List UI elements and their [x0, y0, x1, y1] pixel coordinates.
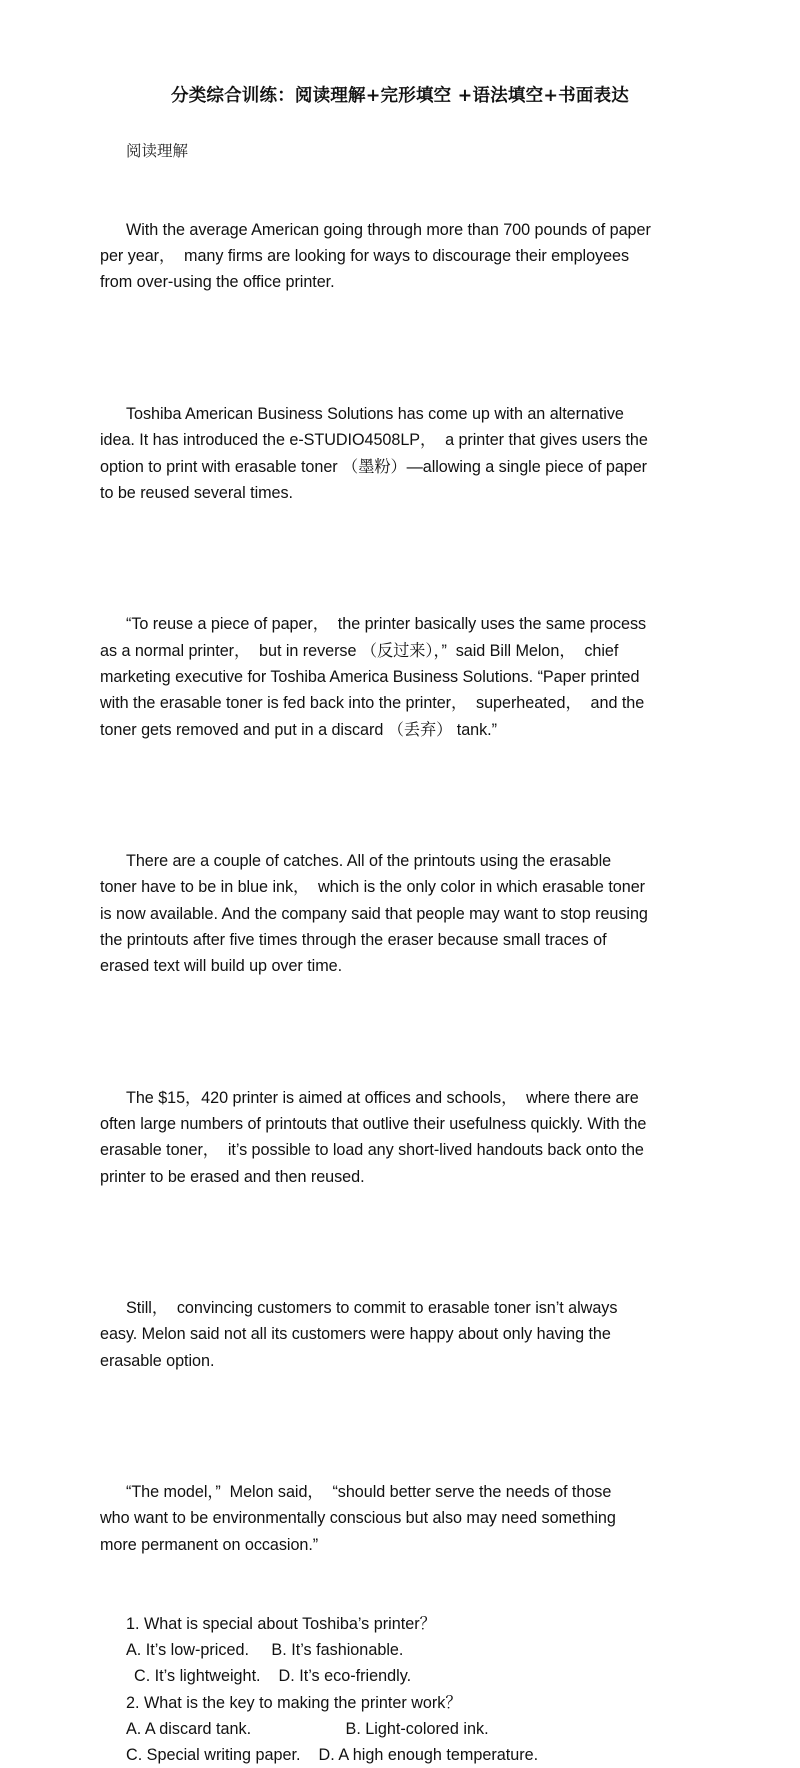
paragraph-2 [100, 348, 700, 558]
text-line: toner gets removed and put in a discard （丢弃） tank.” [100, 720, 497, 739]
text-line: There are a couple of catches. All of the printouts using the erasable [126, 852, 612, 871]
text-line: with the erasable toner is fed back into the printer， superheated， and the [100, 694, 645, 713]
text-line: printer to be erased and then reused. [100, 1167, 365, 1186]
text-line: the printouts after five times through the eraser because small traces of [100, 930, 607, 949]
text-line: erasable option. [100, 1351, 215, 1370]
paragraph-4 [100, 795, 700, 1032]
section-label: 阅读理解 [126, 142, 189, 160]
text-line: to be reused several times. [100, 483, 293, 502]
question-options: A. It’s low-priced. B. It’s fashionable. [126, 1640, 404, 1659]
text-line: The $15，420 printer is aimed at offices and schools， where there are [126, 1088, 639, 1107]
page-title: 分类综合训练：阅读理解+完形填空 +语法填空+书面表达 [171, 86, 629, 106]
question-2 [100, 1690, 700, 1768]
text-line: idea. It has introduced the e-STUDIO4508LP， a printer that gives users the [100, 431, 648, 450]
paragraph-3 [100, 559, 700, 796]
passage [100, 164, 700, 1610]
text-line: more permanent on occasion.” [100, 1535, 319, 1554]
text-line: per year， many firms are looking for ways to discourage their employees [100, 247, 630, 266]
text-line: is now available. And the company said that people may want to stop reusing [100, 904, 648, 923]
paragraph-5 [100, 1032, 700, 1242]
text-line: Still， convincing customers to commit to erasable toner isn’t always [126, 1299, 618, 1318]
text-line: toner have to be in blue ink， which is the only color in which erasable toner [100, 878, 645, 897]
text-line: who want to be environmentally conscious but also may need something [100, 1509, 616, 1528]
text-line: from over-using the office printer. [100, 273, 335, 292]
text-line: as a normal printer， but in reverse （反过来），” said Bill Melon， chief [100, 641, 619, 660]
text-line: often large numbers of printouts that outlive their usefulness quickly. With the [100, 1114, 647, 1133]
paragraph-1 [100, 164, 700, 348]
question-options: A. A discard tank. B. Light-colored ink. [126, 1719, 489, 1738]
text-line: easy. Melon said not all its customers were happy about only having the [100, 1325, 611, 1344]
text-line: “To reuse a piece of paper， the printer basically uses the same process [126, 615, 647, 634]
question-options: C. Special writing paper. D. A high enough temperature. [126, 1746, 539, 1765]
text-line: option to print with erasable toner （墨粉）—allowing a single piece of paper [100, 457, 648, 476]
question-stem: 1. What is special about Toshiba’s printer？ [126, 1614, 436, 1633]
question-stem: 2. What is the key to making the printer work？ [126, 1693, 462, 1712]
text-line: marketing executive for Toshiba America Business Solutions. “Paper printed [100, 667, 640, 686]
paragraph-6 [100, 1242, 700, 1426]
question-1 [100, 1611, 700, 1690]
text-line: With the average American going through more than 700 pounds of paper [126, 220, 651, 239]
text-line: Toshiba American Business Solutions has come up with an alternative [126, 404, 624, 423]
questions [100, 1611, 700, 1768]
text-line: erasable toner， it’s possible to load any short-lived handouts back onto the [100, 1141, 644, 1160]
text-line: erased text will build up over time. [100, 957, 343, 976]
paragraph-7 [100, 1427, 700, 1611]
text-line: “The model，” Melon said， “should better serve the needs of those [126, 1483, 612, 1502]
question-options: C. It’s lightweight. D. It’s eco-friendly. [134, 1667, 412, 1686]
